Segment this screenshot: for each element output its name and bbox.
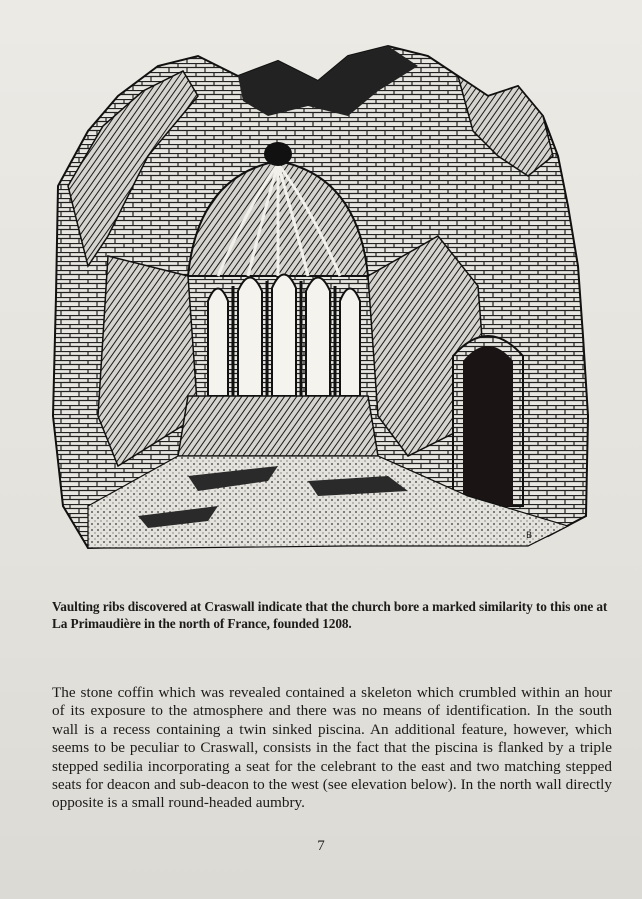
ruined-church-illustration (48, 36, 594, 560)
figure-caption: Vaulting ribs discovered at Craswall indicate that the church bore a marked similarity to this one at La Primaudière in the north of France, founded 1208. (52, 599, 608, 631)
artist-mark: B (526, 531, 533, 541)
arched-doorway (463, 346, 513, 506)
page-number: 7 (317, 838, 325, 854)
vault-boss (264, 142, 292, 166)
apse-base-wall (178, 396, 378, 456)
ink-drawing (48, 36, 594, 560)
body-paragraph: The stone coffin which was revealed contained a skeleton which crumbled within an hour of its exposure to the atmosphere and there was no means of identification. In the south wall is a recess containing a twin sinked piscina. An additional feature, however, which seems to be peculiar to Craswall, consists in the fact that the piscina is flanked by a triple stepped sedilia incorporating a seat for the celebrant to the east and two matching stepped seats for deacon and sub-deacon to the west (see elevation below). In the north wall directly opposite is a small round-headed aumbry. (52, 684, 612, 812)
